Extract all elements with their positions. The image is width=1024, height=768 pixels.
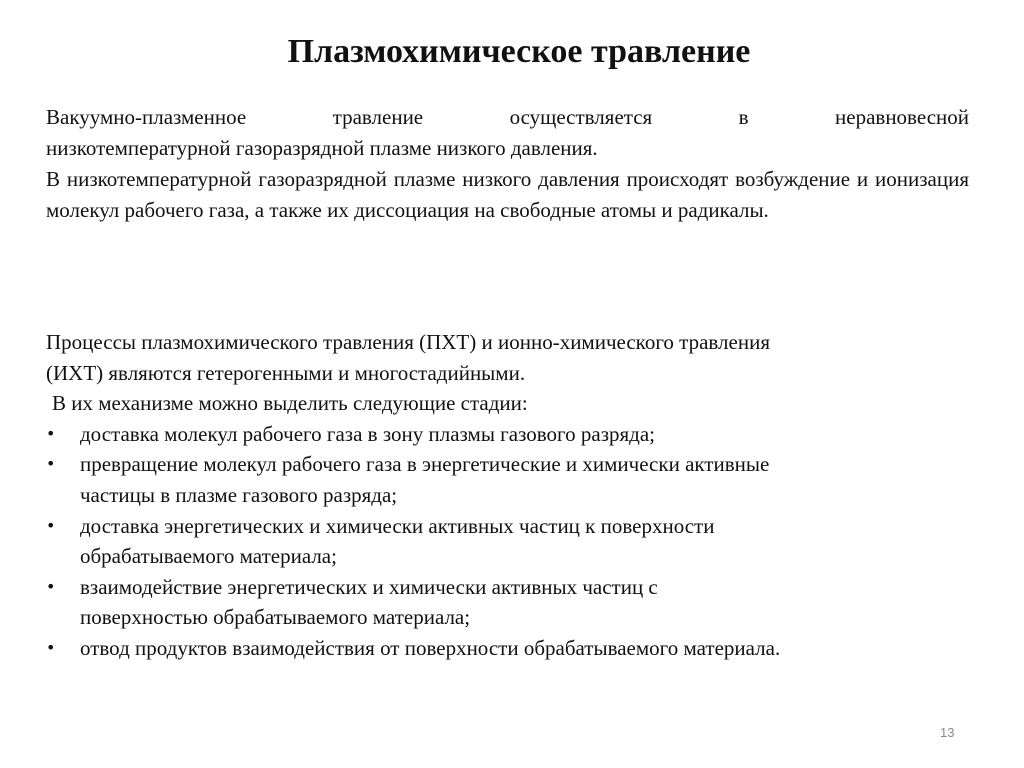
stage-item-removal <box>46 633 969 664</box>
stages-label: В их механизме можно выделить следующие стадии: <box>52 391 528 416</box>
processes-line-1: Процессы плазмохимического травления (ПХТ) и ионно-химического травления <box>46 330 770 354</box>
bullet-icon: • <box>46 423 56 443</box>
processes-block <box>46 327 969 664</box>
intro-paragraph-2: В низкотемпературной газоразрядной плазме низкого давления происходят возбуждение и ионизация молекул рабочего газа, а также их диссоциация на свободные атомы и радикалы. <box>46 167 969 222</box>
stage-list <box>46 419 969 664</box>
stage-text-continued: частицы в плазме газового разряда; <box>80 482 398 507</box>
bullet-icon: • <box>46 576 56 596</box>
bullet-icon: • <box>46 637 56 657</box>
stage-item-transport <box>46 511 969 572</box>
stage-text: взаимодействие энергетических и химически активных частиц с <box>80 574 658 599</box>
stage-text: отвод продуктов взаимодействия от поверхности обрабатываемого материала. <box>80 635 781 660</box>
stage-item-conversion <box>46 449 969 510</box>
processes-line-2: (ИХТ) являются гетерогенными и многостадийными. <box>46 360 526 385</box>
intro-line-1: Вакуумно-плазменное травление осуществляется в неравновесной <box>46 105 969 129</box>
stage-text-continued: поверхностью обрабатываемого материала; <box>80 605 471 630</box>
stage-item-interaction <box>46 572 969 633</box>
stage-text: превращение молекул рабочего газа в энергетические и химически активные <box>80 452 770 477</box>
intro-line-2: низкотемпературной газоразрядной плазме низкого давления. <box>46 136 598 160</box>
stage-text: доставка молекул рабочего газа в зону плазмы газового разряда; <box>80 421 656 446</box>
stage-text: доставка энергетических и химически активных частиц к поверхности <box>80 513 715 538</box>
page-number: 13 <box>940 725 955 740</box>
stage-text-continued: обрабатываемого материала; <box>80 544 337 569</box>
bullet-icon: • <box>46 515 56 535</box>
intro-block <box>46 102 969 226</box>
bullet-icon: • <box>46 454 56 474</box>
stage-item-delivery <box>46 419 969 450</box>
slide-title: Плазмохимическое травление <box>287 33 751 70</box>
